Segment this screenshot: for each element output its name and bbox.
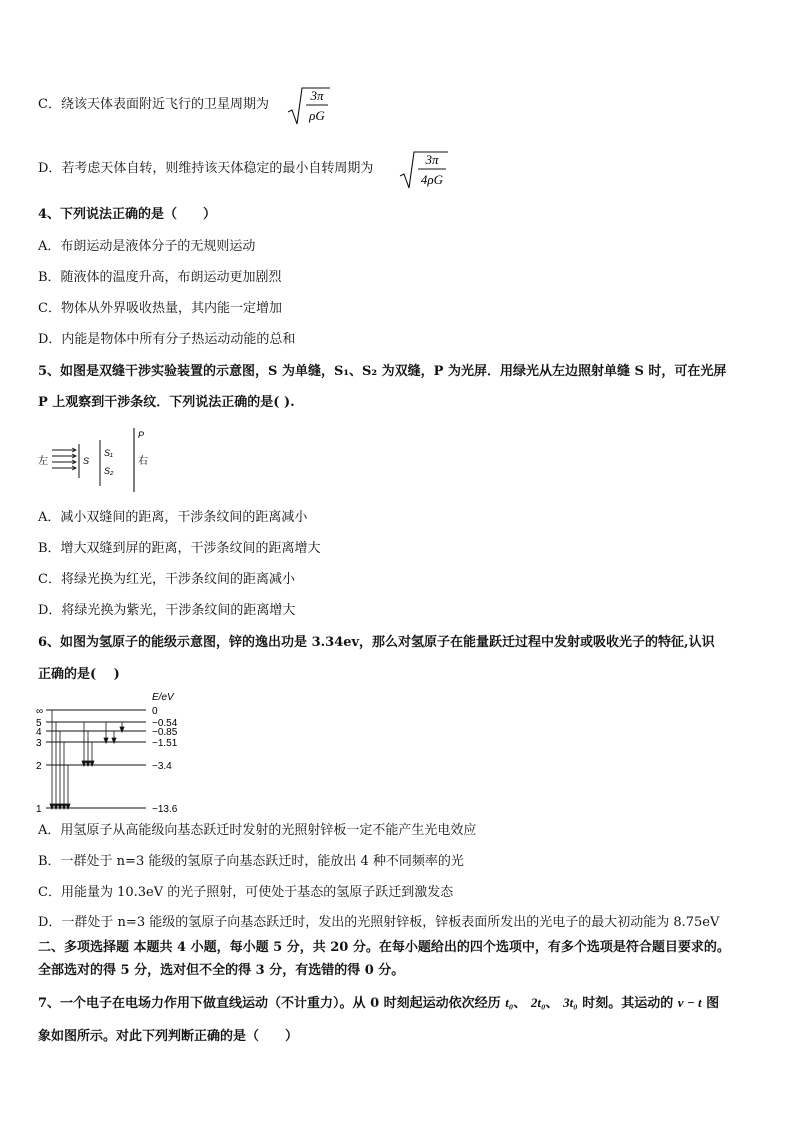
q3-c-numerator: 3π [310, 88, 324, 103]
q7-stem-line1: 7、一个电子在电场力作用下做直线运动（不计重力）。从 0 时刻起运动依次经历 t₀、 2t₀、 3t₀ 时刻。其运动的 v − t 图 [38, 995, 720, 1011]
q6-option-d: D．一群处于 n=3 能级的氢原子向基态跃迁时，发出的光照射锌板，锌板表面所发出的光电子的最大初动能为 8.75eV [38, 915, 720, 930]
level-energy-label: −3.4 [152, 761, 172, 772]
q7-t0: t₀ [505, 995, 514, 1010]
level-energy-label: −0.54 [152, 718, 178, 729]
q3-option-c [38, 96, 269, 114]
q3-option-c-formula [286, 84, 332, 128]
sqrt-symbol-d [398, 148, 450, 192]
q7-stem-part1: 7、一个电子在电场力作用下做直线运动（不计重力）。从 0 时刻起运动依次经历 [38, 996, 501, 1011]
transition-arrows [50, 710, 124, 809]
q4-option-d: D．内能是物体中所有分子热运动动能的总和 [38, 332, 296, 347]
q7-stem-part3: 图 [706, 996, 720, 1011]
q7-3t0: 3t₀ [563, 995, 578, 1010]
level-energy-label: 0 [152, 706, 158, 717]
q4-option-c: C．物体从外界吸收热量，其内能一定增加 [38, 301, 282, 316]
q3-d-numerator: 3π [425, 152, 439, 167]
q5-option-a: A．减小双缝间的距离，干涉条纹间的距离减小 [38, 510, 308, 525]
diagram-right-label: 右 [138, 456, 148, 467]
q4-option-b: B．随液体的温度升高，布朗运动更加剧烈 [38, 270, 282, 285]
slit-s2-label: S₂ [104, 466, 114, 476]
section2-instructions-line2: 全部选对的得 5 分，选对但不全的得 3 分，有选错的得 0 分。 [38, 963, 405, 978]
q5-option-c: C．将绿光换为红光，干涉条纹间的距离减小 [38, 572, 295, 587]
slit-s-label: S [83, 456, 90, 466]
incident-light-arrows [52, 448, 76, 470]
double-slit-diagram [36, 426, 166, 494]
level-energy-label: −13.6 [152, 804, 178, 815]
q4-option-a: A．布朗运动是液体分子的无规则运动 [38, 239, 256, 254]
screen-p-label: P [138, 430, 145, 440]
q5-stem-line2: P 上观察到干涉条纹．下列说法正确的是( ). [38, 395, 295, 410]
q3-option-d-text: D．若考虑天体自转，则维持该天体稳定的最小自转周期为 [38, 161, 374, 176]
level-n-label: 1 [36, 804, 42, 815]
q6-stem-line1: 6、如图为氢原子的能级示意图，锌的逸出功是 3.34ev，那么对氢原子在能量跃迁过程中发射或吸收光子的特征,认识 [38, 635, 715, 650]
q6-option-a: A．用氢原子从高能级向基态跃迁时发射的光照射锌板一定不能产生光电效应 [38, 823, 477, 838]
q6-stem-line2: 正确的是( ) [38, 667, 120, 682]
q7-stem-part2: 时刻。其运动的 [582, 996, 674, 1011]
level-n-label: 5 [36, 718, 42, 729]
q3-c-denominator: ρG [309, 108, 325, 123]
q3-option-d-formula [398, 148, 450, 192]
q3-option-c-text: C．绕该天体表面附近飞行的卫星周期为 [38, 97, 269, 112]
hydrogen-energy-level-diagram [34, 688, 194, 816]
q3-d-denominator: 4ρG [420, 172, 444, 187]
level-n-label: ∞ [36, 706, 44, 717]
q6-option-c: C．用能量为 10.3eV 的光子照射，可使处于基态的氢原子跃迁到激发态 [38, 885, 454, 900]
q5-option-b: B．增大双缝到屏的距离，干涉条纹间的距离增大 [38, 541, 321, 556]
section2-instructions-line1: 二、多项选择题 本题共 4 小题，每小题 5 分，共 20 分。在每小题给出的四个选项中，有多个选项是符合题目要求的。 [38, 940, 730, 955]
level-n-label: 2 [36, 761, 42, 772]
q7-stem-line2: 象如图所示。对此下列判断正确的是（ ） [38, 1029, 299, 1044]
q5-stem-line1: 5、如图是双缝干涉实验装置的示意图，S 为单缝，S₁、S₂ 为双缝，P 为光屏．用绿光从左边照射单缝 S 时，可在光屏 [38, 364, 727, 379]
q7-2t0: 2t₀ [530, 995, 546, 1010]
q4-stem: 4、下列说法正确的是（ ） [38, 207, 217, 222]
sqrt-symbol-c [286, 84, 332, 128]
level-n-label: 4 [36, 727, 42, 738]
diagram-left-label: 左 [38, 456, 48, 467]
level-energy-label: −1.51 [152, 738, 178, 749]
slit-s1-label: S₁ [104, 448, 113, 458]
energy-axis-label: E/eV [152, 692, 174, 703]
level-n-label: 3 [36, 738, 42, 749]
q5-option-d: D．将绿光换为紫光，干涉条纹间的距离增大 [38, 603, 296, 618]
energy-levels [36, 706, 178, 815]
level-energy-label: −0.85 [152, 727, 178, 738]
q7-vt: v − t [677, 995, 702, 1010]
q3-option-d [38, 160, 373, 178]
q6-option-b: B．一群处于 n=3 能级的氢原子向基态跃迁时，能放出 4 种不同频率的光 [38, 854, 464, 869]
